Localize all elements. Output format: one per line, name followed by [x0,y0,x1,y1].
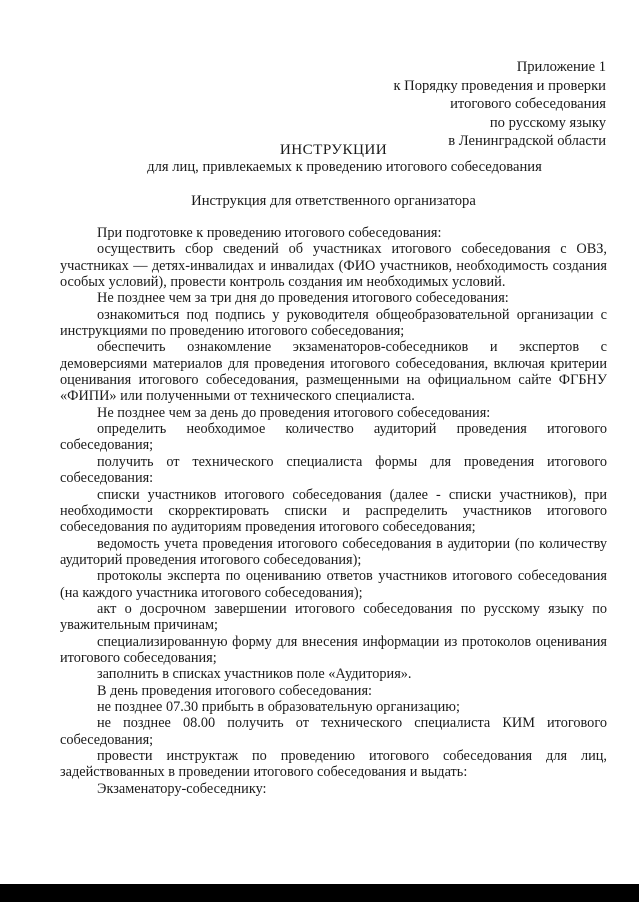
paragraph: Экзаменатору-собеседнику: [97,780,267,797]
section-title: Инструкция для ответственного организатора [191,193,476,209]
document-subtitle: для лиц, привлекаемых к проведению итогового собеседования [147,159,542,175]
scan-edge-bar [0,884,639,902]
document-body [60,225,607,797]
paragraph: При подготовке к проведению итогового собеседования: [97,225,442,241]
paragraph: специализированную форму для внесения информации из протоколов оценивания итогового собеседования; [60,633,607,666]
paragraph: В день проведения итогового собеседования: [97,682,373,699]
appendix-line: Приложение 1 [516,59,606,75]
paragraph: Не позднее чем за день до проведения итогового собеседования: [97,404,491,421]
paragraph: акт о досрочном завершении итогового собеседования по русскому языку по уважительным причинам; [60,600,607,634]
paragraph: не позднее 07.30 прибыть в образовательную организацию; [97,698,460,715]
document-title: ИНСТРУКЦИИ [279,141,388,158]
paragraph: не позднее 08.00 получить от технического специалиста КИМ итогового собеседования; [60,715,607,748]
paragraph: провести инструктаж по проведению итогового собеседования для лиц, задействованных в проведении итогового собеседования и выдать: [60,748,607,781]
appendix-line: в Ленинградской области [448,133,606,150]
paragraph: Не позднее чем за три дня до проведения итогового собеседования: [97,290,509,307]
appendix-header [393,58,606,151]
paragraph: осуществить сбор сведений об участниках итогового собеседования с ОВЗ, участниках — детях-инвалидах и инвалидах (ФИО участников, необходимость создания особых условий), провести контроль создания им необходимых условий. [60,241,607,291]
paragraph: получить от технического специалиста формы для проведения итогового собеседования: [60,453,607,487]
paragraph: определить необходимое количество аудиторий проведения итогового собеседования; [60,421,607,454]
paragraph: протоколы эксперта по оцениванию ответов участников итогового собеседования (на каждого участника итогового собеседования); [60,568,607,601]
appendix-line: к Порядку проведения и проверки [393,77,606,94]
paragraph: обеспечить ознакомление экзаменаторов-собеседников и экспертов с демоверсиями материалов для проведения итогового собеседования, включая критерии оценивания итогового собеседования, размещенными на официальном сайте ФГБНУ «ФИПИ» или полученными от технического специалиста. [60,339,607,405]
paragraph: ознакомиться под подпись у руководителя общеобразовательной организации с инструкциями по проведению итогового собеседования; [60,306,607,340]
appendix-line: по русскому языку [489,114,606,131]
paragraph: ведомость учета проведения итогового собеседования в аудитории (по количеству аудиторий проведения итогового собеседования); [60,535,607,568]
appendix-line: итогового собеседования [450,96,606,113]
paragraph: списки участников итогового собеседования (далее - списки участников), при необходимости скорректировать списки и распределить участников итогового собеседования по аудиториям проведения итогового собеседования; [60,486,607,536]
paragraph: заполнить в списках участников поле «Аудитория». [97,666,412,683]
